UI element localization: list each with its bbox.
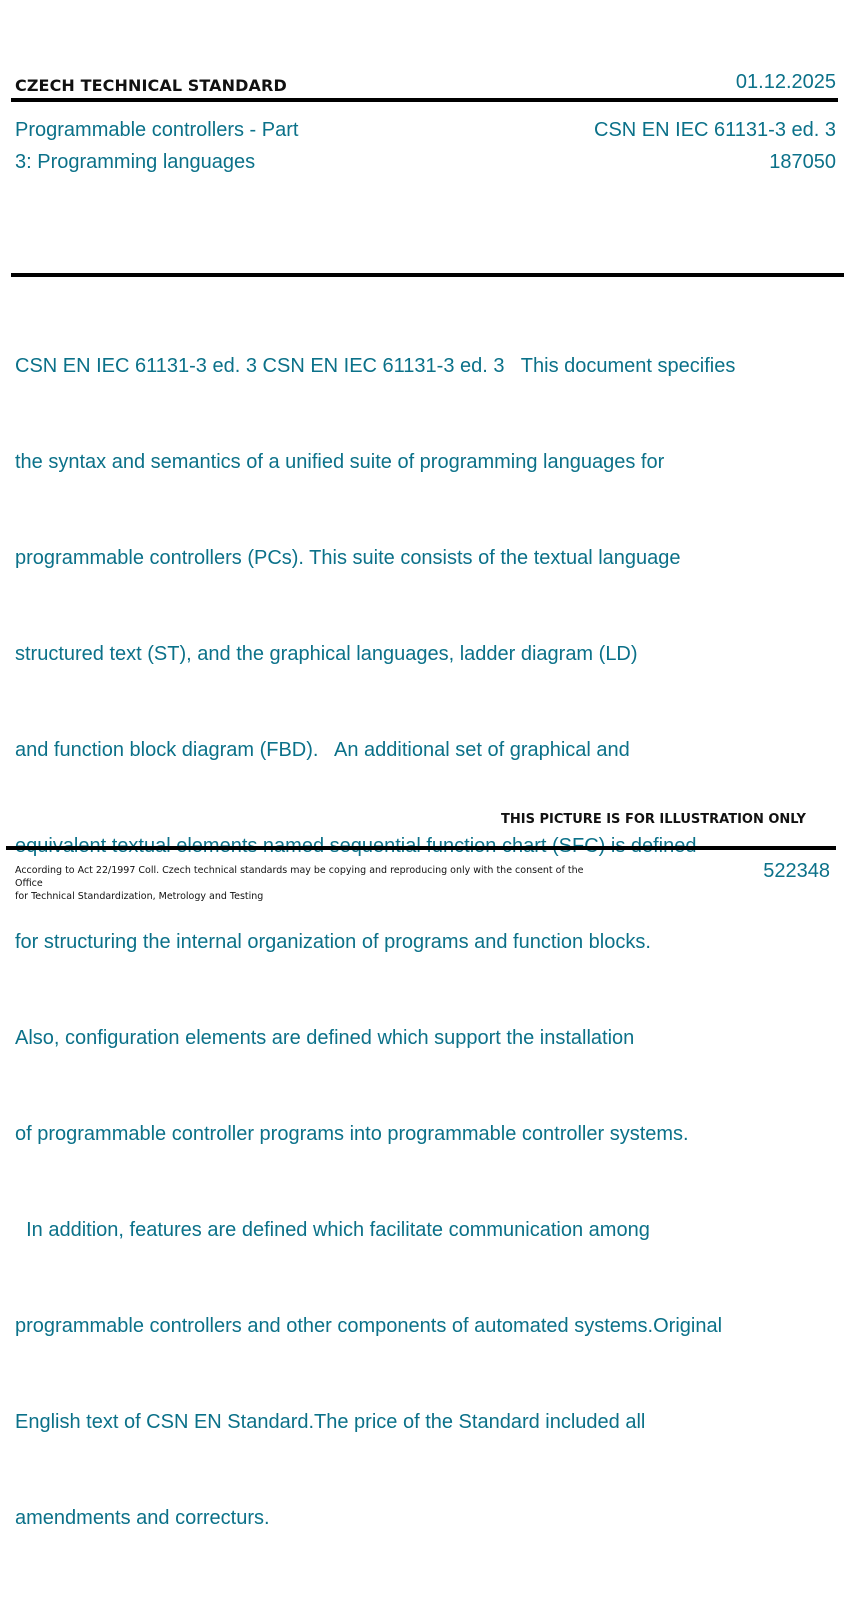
abstract-line: of programmable controller programs into programmable controller systems. <box>15 1123 689 1145</box>
abstract-text <box>15 286 815 1598</box>
standard-identifier <box>594 114 836 178</box>
abstract-line: programmable controllers (PCs). This suite consists of the textual language <box>15 547 681 569</box>
bottom-divider <box>6 846 836 850</box>
abstract-line: English text of CSN EN Standard.The price of the Standard included all <box>15 1411 646 1433</box>
standard-title <box>15 114 345 178</box>
abstract-line: and function block diagram (FBD). An additional set of graphical and <box>15 739 630 761</box>
abstract-line: the syntax and semantics of a unified suite of programming languages for <box>15 451 665 473</box>
document-type-label: CZECH TECHNICAL STANDARD <box>15 76 287 95</box>
top-divider <box>11 98 838 102</box>
standard-title-line-1: Programmable controllers - Part <box>15 119 299 141</box>
illustration-disclaimer: THIS PICTURE IS FOR ILLUSTRATION ONLY <box>501 812 806 827</box>
copyright-notice-line-2: for Technical Standardization, Metrology and Testing <box>15 891 264 902</box>
abstract-line: Also, configuration elements are defined which support the installation <box>15 1027 635 1049</box>
product-code: 522348 <box>763 860 830 882</box>
abstract-line: In addition, features are defined which facilitate communication among <box>15 1219 650 1241</box>
copyright-notice <box>15 864 595 903</box>
abstract-line: for structuring the internal organization of programs and function blocks. <box>15 931 651 953</box>
catalog-number: 187050 <box>769 151 836 173</box>
middle-divider <box>11 273 844 277</box>
standard-title-line-2: 3: Programming languages <box>15 151 256 173</box>
abstract-line: structured text (ST), and the graphical languages, ladder diagram (LD) <box>15 643 638 665</box>
abstract-line: CSN EN IEC 61131-3 ed. 3 CSN EN IEC 61131-3 ed. 3 This document specifies <box>15 355 736 377</box>
abstract-line: programmable controllers and other components of automated systems.Original <box>15 1315 723 1337</box>
abstract-line: amendments and correcturs. <box>15 1507 270 1529</box>
copyright-notice-line-1: According to Act 22/1997 Coll. Czech technical standards may be copying and reproducing only with the consent of the Office <box>15 865 584 889</box>
standard-designation: CSN EN IEC 61131-3 ed. 3 <box>594 119 836 141</box>
publication-date: 01.12.2025 <box>735 71 836 93</box>
